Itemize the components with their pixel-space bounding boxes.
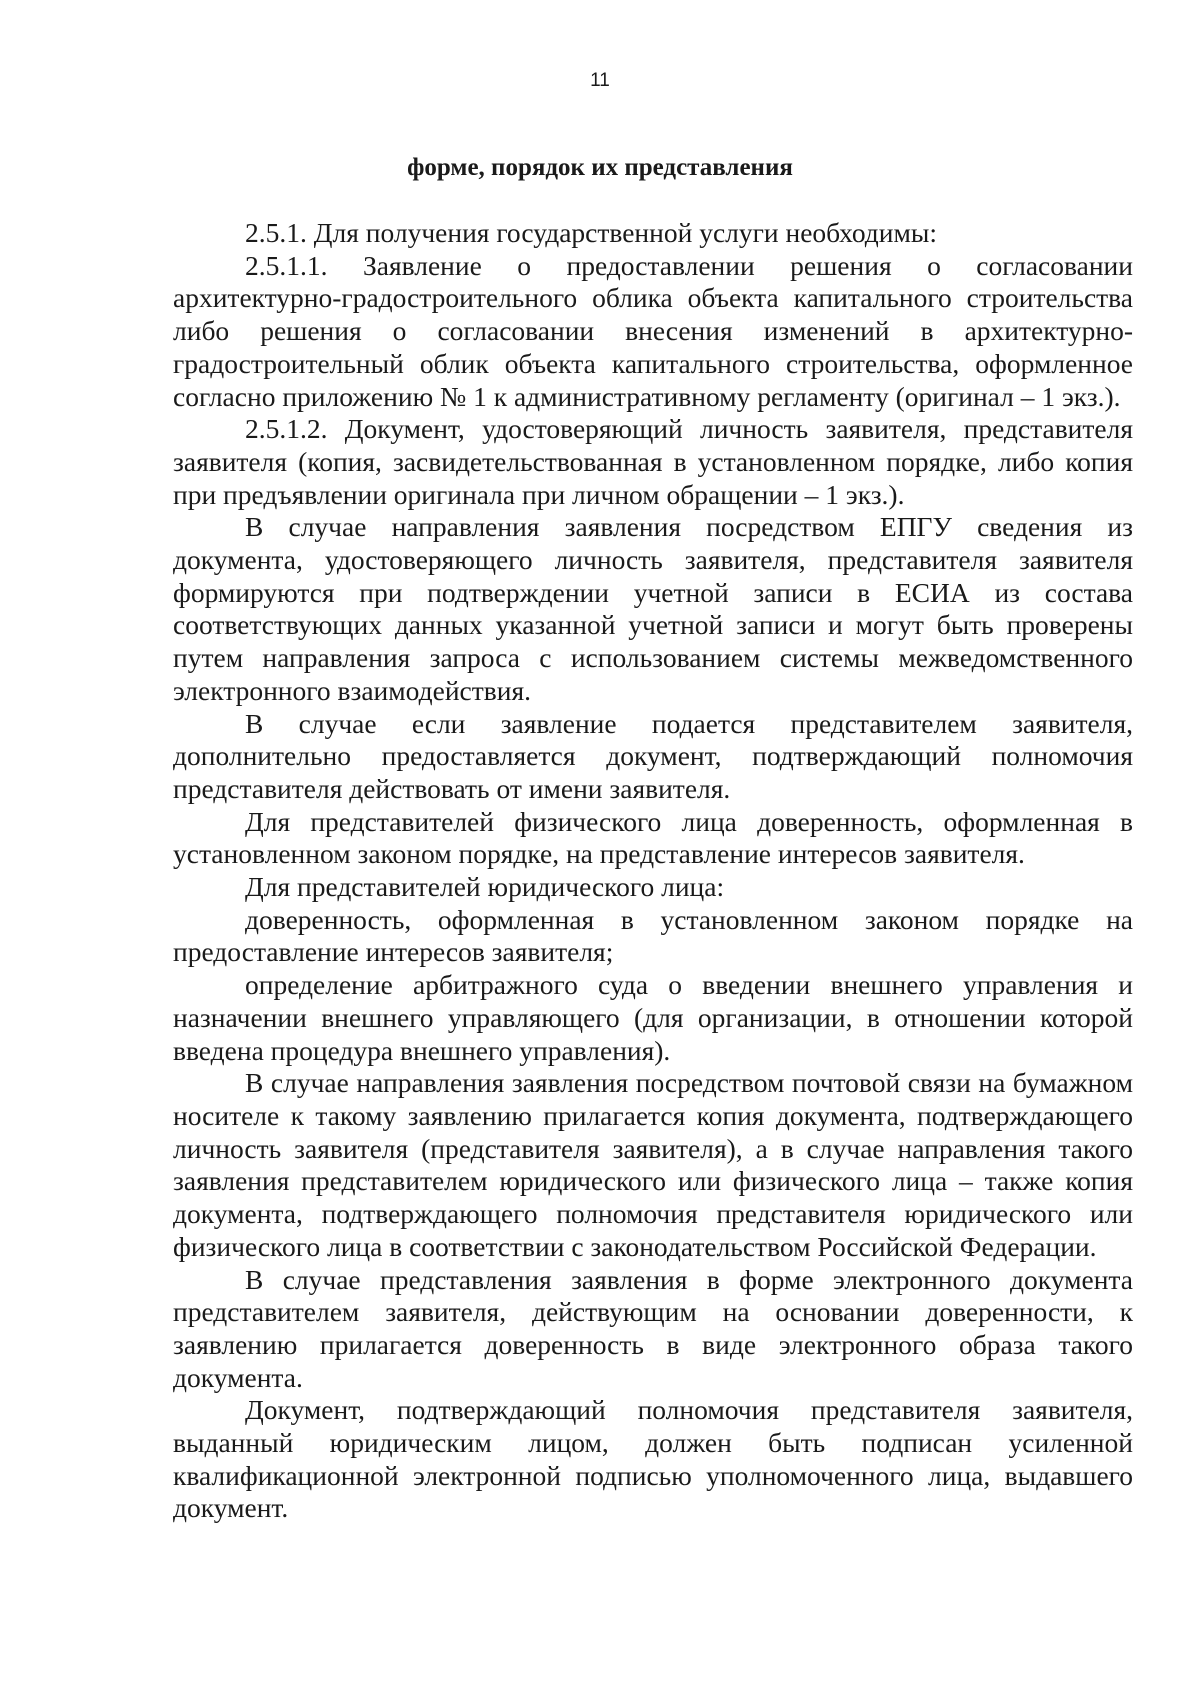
paragraph-epgu-case: В случае направления заявления посредством ЕПГУ сведения из документа, удостоверяющего личность заявителя, представителя заявителя формируются при подтверждении учетной записи в ЕСИА из состава соответствующих данных указанной учетной записи и могут быть проверены путем направления запроса с использованием системы межведомственного электронного взаимодействия. — [173, 511, 1133, 706]
paragraph-individual-representatives: Для представителей физического лица доверенность, оформленная в установленном законом порядке, на представление интересов заявителя. — [173, 805, 1133, 870]
paragraph-2-5-1-2: 2.5.1.2. Документ, удостоверяющий личность заявителя, представителя заявителя (копия, засвидетельствованная в установленном порядке, либо копия при предъявлении оригинала при личном обращении – 1 экз.). — [173, 413, 1133, 510]
page-number: 11 — [590, 70, 610, 91]
paragraph-power-of-attorney: доверенность, оформленная в установленном законом порядке на предоставление интересов заявителя; — [173, 903, 1133, 968]
paragraph-2-5-1: 2.5.1. Для получения государственной услуги необходимы: — [245, 217, 937, 248]
paragraph-postal-case: В случае направления заявления посредством почтовой связи на бумажном носителе к такому заявлению прилагается копия документа, подтверждающего личность заявителя (представителя заявителя), а в случае направления такого заявления представителем юридического или физического лица – также копия документа, подтверждающего полномочия представителя юридического или физического лица в соответствии с законодательством Российской Федерации. — [173, 1067, 1133, 1262]
paragraph-representative-case: В случае если заявление подается представителем заявителя, дополнительно предоставляется документ, подтверждающий полномочия представителя действовать от имени заявителя. — [173, 707, 1133, 804]
paragraph-arbitration-ruling: определение арбитражного суда о введении внешнего управления и назначении внешнего управляющего (для организации, в отношении которой введена процедура внешнего управления). — [173, 969, 1133, 1066]
paragraph-legal-entity-representatives: Для представителей юридического лица: — [245, 871, 725, 903]
paragraph-2-5-1-1: 2.5.1.1. Заявление о предоставлении решения о согласовании архитектурно-градостроительного облика объекта капитального строительства либо решения о согласовании внесения изменений в архитектурно-градостроительный облик объекта капитального строительства, оформленное согласно приложению № 1 к административному регламенту (оригинал – 1 экз.). — [173, 249, 1133, 412]
section-heading: форме, порядок их представления — [407, 154, 793, 181]
document-body — [173, 217, 1133, 1525]
paragraph-legal-entity-signature: Документ, подтверждающий полномочия представителя заявителя, выданный юридическим лицом, должен быть подписан усиленной квалификационной электронной подписью уполномоченного лица, выдавшего документ. — [173, 1394, 1133, 1524]
paragraph-electronic-document-case: В случае представления заявления в форме электронного документа представителем заявителя, действующим на основании доверенности, к заявлению прилагается доверенность в виде электронного образа такого документа. — [173, 1263, 1133, 1393]
